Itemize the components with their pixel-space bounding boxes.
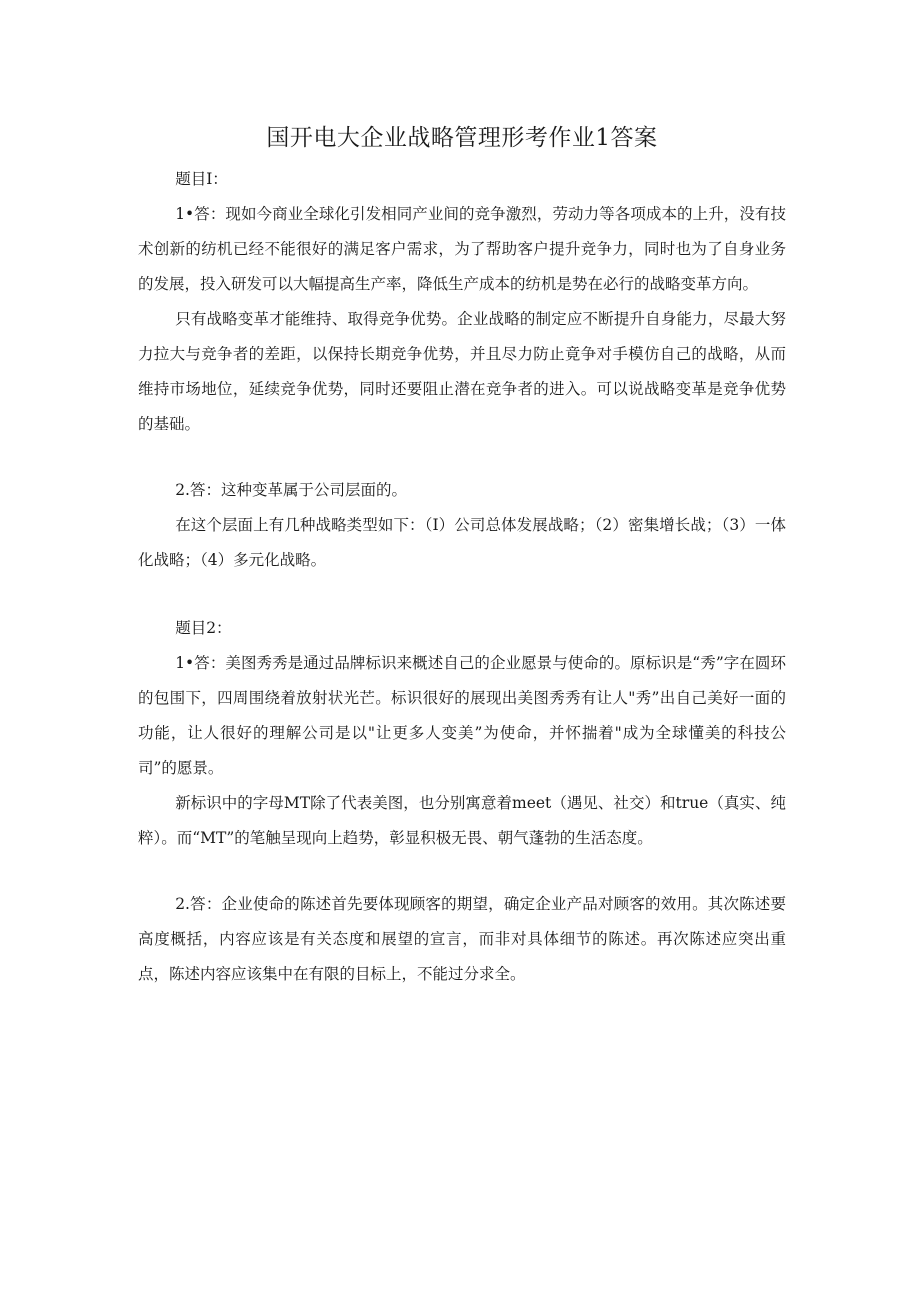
question-1-answer-1-paragraph-1: 1•答：现如今商业全球化引发相同产业间的竞争激烈，劳动力等各项成本的上升，没有技术创新的纺机已经不能很好的满足客户需求，为了帮助客户提升竞争力，同时也为了自身业务的发展，投入研发可以大幅提高生产率，降低生产成本的纺机是势在必行的战略变革方向。 xyxy=(138,205,786,293)
question-2-answer-1-paragraph-2: 新标识中的字母MT除了代表美图，也分别寓意着meet（遇见、社交）和true（真实、纯粹）。而“MT”的笔触呈现向上趋势，彰显积极无畏、朝气蓬勃的生活态度。 xyxy=(138,794,786,847)
spacer xyxy=(138,856,786,887)
question-2-answer-1-paragraph-1: 1•答：美图秀秀是通过品牌标识来概述自己的企业愿景与使命的。原标识是“秀”字在圆环的包围下，四周围绕着放射状光芒。标识很好的展现出美图秀秀有让人"秀”出自己美好一面的功能，让人很好的理解公司是以"让更多人变美”为使命，并怀揣着"成为全球懂美的科技公司”的愿景。 xyxy=(138,654,786,777)
question-2-answer-2-paragraph-1: 2.答：企业使命的陈述首先要体现顾客的期望，确定企业产品对顾客的效用。其次陈述要高度概括，内容应该是有关态度和展望的宣言，而非对具体细节的陈述。再次陈述应突出重点，陈述内容应该集中在有限的目标上，不能过分求全。 xyxy=(138,895,786,983)
spacer xyxy=(138,442,786,473)
document-title: 国开电大企业战略管理形考作业1答案 xyxy=(266,125,658,151)
question-1-answer-2-paragraph-1: 2.答：这种变革属于公司层面的。 xyxy=(175,481,407,499)
question-1-answer-1-paragraph-2: 只有战略变革才能维持、取得竞争优势。企业战略的制定应不断提升自身能力，尽最大努力拉大与竞争者的差距，以保持长期竞争优势，并且尽力防止竟争对手模仿自己的战略，从而维持市场地位，延续竞争优势，同时还要阻止潜在竞争者的进入。可以说战略变革是竞争优势的基础。 xyxy=(138,310,786,433)
question-1-answer-2-paragraph-2: 在这个层面上有几种战略类型如下：（I）公司总体发展战略；（2）密集增长战；（3）一体化战略；（4）多元化战略。 xyxy=(138,516,786,569)
question-2-heading: 题目2： xyxy=(175,619,232,637)
question-1-heading: 题目I： xyxy=(175,170,228,188)
spacer xyxy=(138,578,786,611)
document-page xyxy=(138,118,786,992)
